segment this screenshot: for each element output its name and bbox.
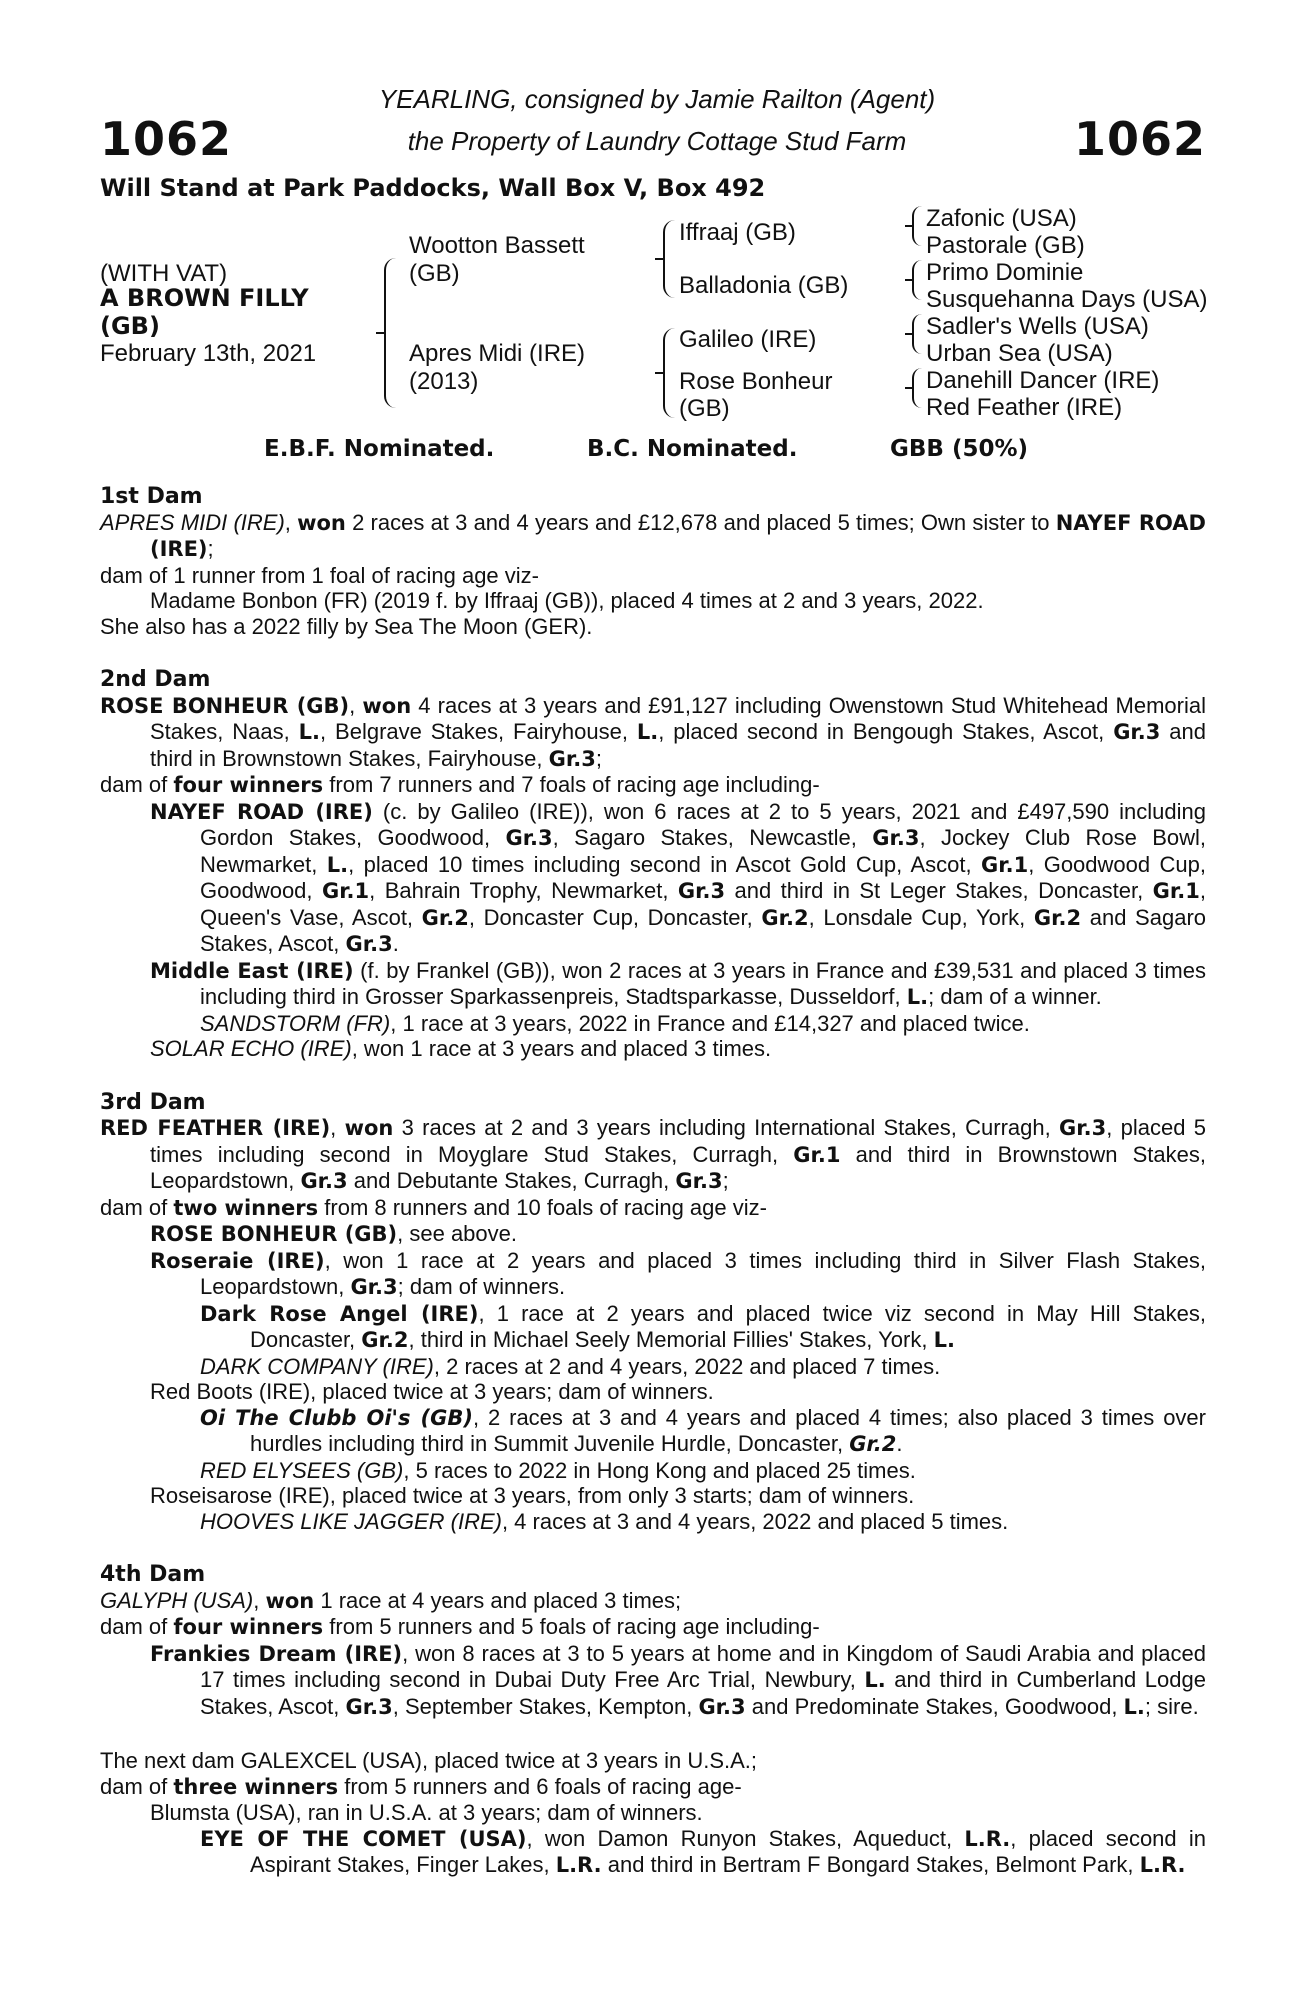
produce-middle-east: Middle East (IRE) (f. by Frankel (GB)), won 2 races at 3 years in France and £39,531 and placed 3 times including third in Grosser Sparkassenpreis, Stadtsparkasse, Dusseldorf, L.; dam of a winner. — [150, 957, 1206, 1009]
sire-name: Wootton Bassett — [409, 232, 585, 259]
header-property: the Property of Laundry Cottage Stud Farm — [407, 126, 907, 156]
produce-rose-bonheur: ROSE BONHEUR (GB), see above. — [150, 1221, 518, 1246]
dam-sire: Galileo (IRE) — [679, 326, 817, 353]
vat-label: (WITH VAT) — [100, 260, 228, 287]
ped-gg3: Primo Dominie — [926, 259, 1084, 286]
dam-name: Apres Midi (IRE) — [409, 340, 586, 367]
produce-hooves-like-jagger: HOOVES LIKE JAGGER (IRE), 4 races at 3 and 4 years, 2022 and placed 5 times. — [200, 1508, 1009, 1534]
ped-gg2: Pastorale (GB) — [926, 232, 1085, 259]
foaling-date: February 13th, 2021 — [100, 340, 317, 367]
produce-roseisarose: Roseisarose (IRE), placed twice at 3 years, from only 3 starts; dam of winners. — [150, 1483, 915, 1508]
ebf-nomination: E.B.F. Nominated. — [264, 436, 495, 462]
fourth-dam-heading: 4th Dam — [100, 1562, 206, 1587]
produce-oi-the-clubb: Oi The Clubb Oi's (GB), 2 races at 3 and 4 years and placed 4 times; also placed 3 times over hurdles including third in Summit Juvenile Hurdle, Doncaster, Gr.2. — [200, 1404, 1206, 1456]
first-dam-produce-summary: dam of 1 runner from 1 foal of racing age viz- — [100, 562, 539, 588]
bc-nomination: B.C. Nominated. — [587, 436, 798, 462]
produce-roseraie: Roseraie (IRE), won 1 race at 2 years and placed 3 times including third in Silver Flash Stakes, Leopardstown, Gr.3; dam of winners. — [150, 1247, 1206, 1299]
second-dam-produce-summary: dam of four winners from 7 runners and 7 foals of racing age including- — [100, 772, 820, 797]
produce-dark-rose-angel: Dark Rose Angel (IRE), 1 race at 2 years and placed twice viz second in May Hill Stakes, Doncaster, Gr.2, third in Michael Seely Memorial Fillies' Stakes, York, L. — [200, 1300, 1206, 1352]
dam-dam: Rose Bonheur — [679, 368, 833, 395]
next-dam-produce-summary: dam of three winners from 5 runners and 6 foals of racing age- — [100, 1773, 742, 1799]
first-dam-section — [100, 484, 1206, 639]
lot-number-left: 1062 — [100, 112, 233, 166]
produce-blumsta: Blumsta (USA), ran in U.S.A. at 3 years; dam of winners. — [150, 1800, 703, 1825]
next-dam-record: The next dam GALEXCEL (USA), placed twice at 3 years in U.S.A.; — [100, 1748, 758, 1773]
ped-gg5: Sadler's Wells (USA) — [926, 313, 1149, 340]
third-dam-produce-summary: dam of two winners from 8 runners and 10 foals of racing age viz- — [100, 1194, 767, 1220]
dam-year: (2013) — [409, 368, 479, 395]
first-dam-record: APRES MIDI (IRE), won 2 races at 3 and 4 years and £12,678 and placed 5 times; Own sister to NAYEF ROAD (IRE); — [100, 509, 1206, 561]
sire-sire: Iffraaj (GB) — [679, 219, 796, 246]
second-dam-section — [100, 667, 1206, 1062]
third-dam-heading: 3rd Dam — [100, 1089, 206, 1115]
ped-gg8: Red Feather (IRE) — [926, 394, 1123, 421]
second-dam-heading: 2nd Dam — [100, 667, 211, 692]
ped-gg4: Susquehanna Days (USA) — [926, 286, 1208, 313]
fourth-dam-produce-summary: dam of four winners from 5 runners and 5 foals of racing age including- — [100, 1614, 820, 1639]
ped-gg7: Danehill Dancer (IRE) — [926, 367, 1160, 394]
sire-dam: Balladonia (GB) — [679, 272, 849, 299]
produce-eye-of-the-comet: EYE OF THE COMET (USA), won Damon Runyon Stakes, Aqueduct, L.R., placed second in Aspirant Stakes, Finger Lakes, L.R. and third in Bertram F Bongard Stakes, Belmont Park, L.R. — [200, 1825, 1207, 1877]
subject-name: A BROWN FILLY — [100, 284, 309, 312]
produce-frankies-dream: Frankies Dream (IRE), won 8 races at 3 to 5 years at home and in Kingdom of Saudi Arabia and placed 17 times including second in Dubai Duty Free Arc Trial, Newbury, L. and third in Cumberland Lodge Stakes, Ascot, Gr.3, September Stakes, Kempton, Gr.3 and Predominate Stakes, Goodwood, L.; sire. — [150, 1640, 1206, 1719]
first-dam-produce-1: Madame Bonbon (FR) (2019 f. by Iffraaj (GB)), placed 4 times at 2 and 3 years, 2022. — [150, 588, 984, 613]
fourth-dam-record: GALYPH (USA), won 1 race at 4 years and placed 3 times; — [100, 1587, 682, 1613]
ped-gg6: Urban Sea (USA) — [926, 340, 1113, 367]
gbb-rating: GBB (50%) — [890, 436, 1029, 462]
stand-location: Will Stand at Park Paddocks, Wall Box V, Box 492 — [100, 174, 766, 202]
lot-number-right: 1062 — [1073, 112, 1206, 166]
dam-dam-country: (GB) — [679, 395, 730, 422]
catalogue-body — [100, 484, 1206, 1879]
ped-gg1: Zafonic (USA) — [926, 205, 1077, 232]
produce-nayef-road: NAYEF ROAD (IRE) (c. by Galileo (IRE)), won 6 races at 2 to 5 years, 2021 and £497,590 including Gordon Stakes, Goodwood, Gr.3, Sagaro Stakes, Newcastle, Gr.3, Jockey Club Rose Bowl, Newmarket, L., placed 10 times including second in Ascot Gold Cup, Ascot, Gr.1, Goodwood Cup, Goodwood, Gr.1, Bahrain Trophy, Newmarket, Gr.3 and third in St Leger Stakes, Doncaster, Gr.1, Queen's Vase, Ascot, Gr.2, Doncaster Cup, Doncaster, Gr.2, Lonsdale Cup, York, Gr.2 and Sagaro Stakes, Ascot, Gr.3. — [150, 798, 1207, 956]
first-dam-heading: 1st Dam — [100, 484, 203, 509]
third-dam-record: RED FEATHER (IRE), won 3 races at 2 and 3 years including International Stakes, Curragh, Gr.3, placed 5 times including second in Moyglare Stud Stakes, Curragh, Gr.1 and third in Brownstown Stakes, Leopardstown, Gr.3 and Debutante Stakes, Curragh, Gr.3; — [100, 1115, 1206, 1193]
produce-dark-company: DARK COMPANY (IRE), 2 races at 2 and 4 years, 2022 and placed 7 times. — [200, 1353, 941, 1379]
fourth-dam-section — [100, 1562, 1206, 1720]
second-dam-record: ROSE BONHEUR (GB), won 4 races at 3 years and £91,127 including Owenstown Stud Whitehead Memorial Stakes, Naas, L., Belgrave Stakes, Fairyhouse, L., placed second in Bengough Stakes, Ascot, Gr.3 and third in Brownstown Stakes, Fairyhouse, Gr.3; — [100, 692, 1206, 771]
third-dam-section — [100, 1090, 1206, 1535]
subject-name-country: (GB) — [100, 312, 160, 340]
header-consignor: YEARLING, consigned by Jamie Railton (Agent) — [378, 84, 936, 114]
first-dam-note: She also has a 2022 filly by Sea The Moon (GER). — [100, 613, 593, 639]
produce-red-boots: Red Boots (IRE), placed twice at 3 years; dam of winners. — [150, 1379, 714, 1404]
produce-sandstorm: SANDSTORM (FR), 1 race at 3 years, 2022 in France and £14,327 and placed twice. — [200, 1010, 1030, 1036]
sire-country: (GB) — [409, 260, 460, 287]
produce-red-elysees: RED ELYSEES (GB), 5 races to 2022 in Hong Kong and placed 25 times. — [200, 1457, 916, 1483]
produce-solar-echo: SOLAR ECHO (IRE), won 1 race at 3 years and placed 3 times. — [150, 1036, 772, 1061]
next-dam-section — [100, 1748, 1206, 1879]
